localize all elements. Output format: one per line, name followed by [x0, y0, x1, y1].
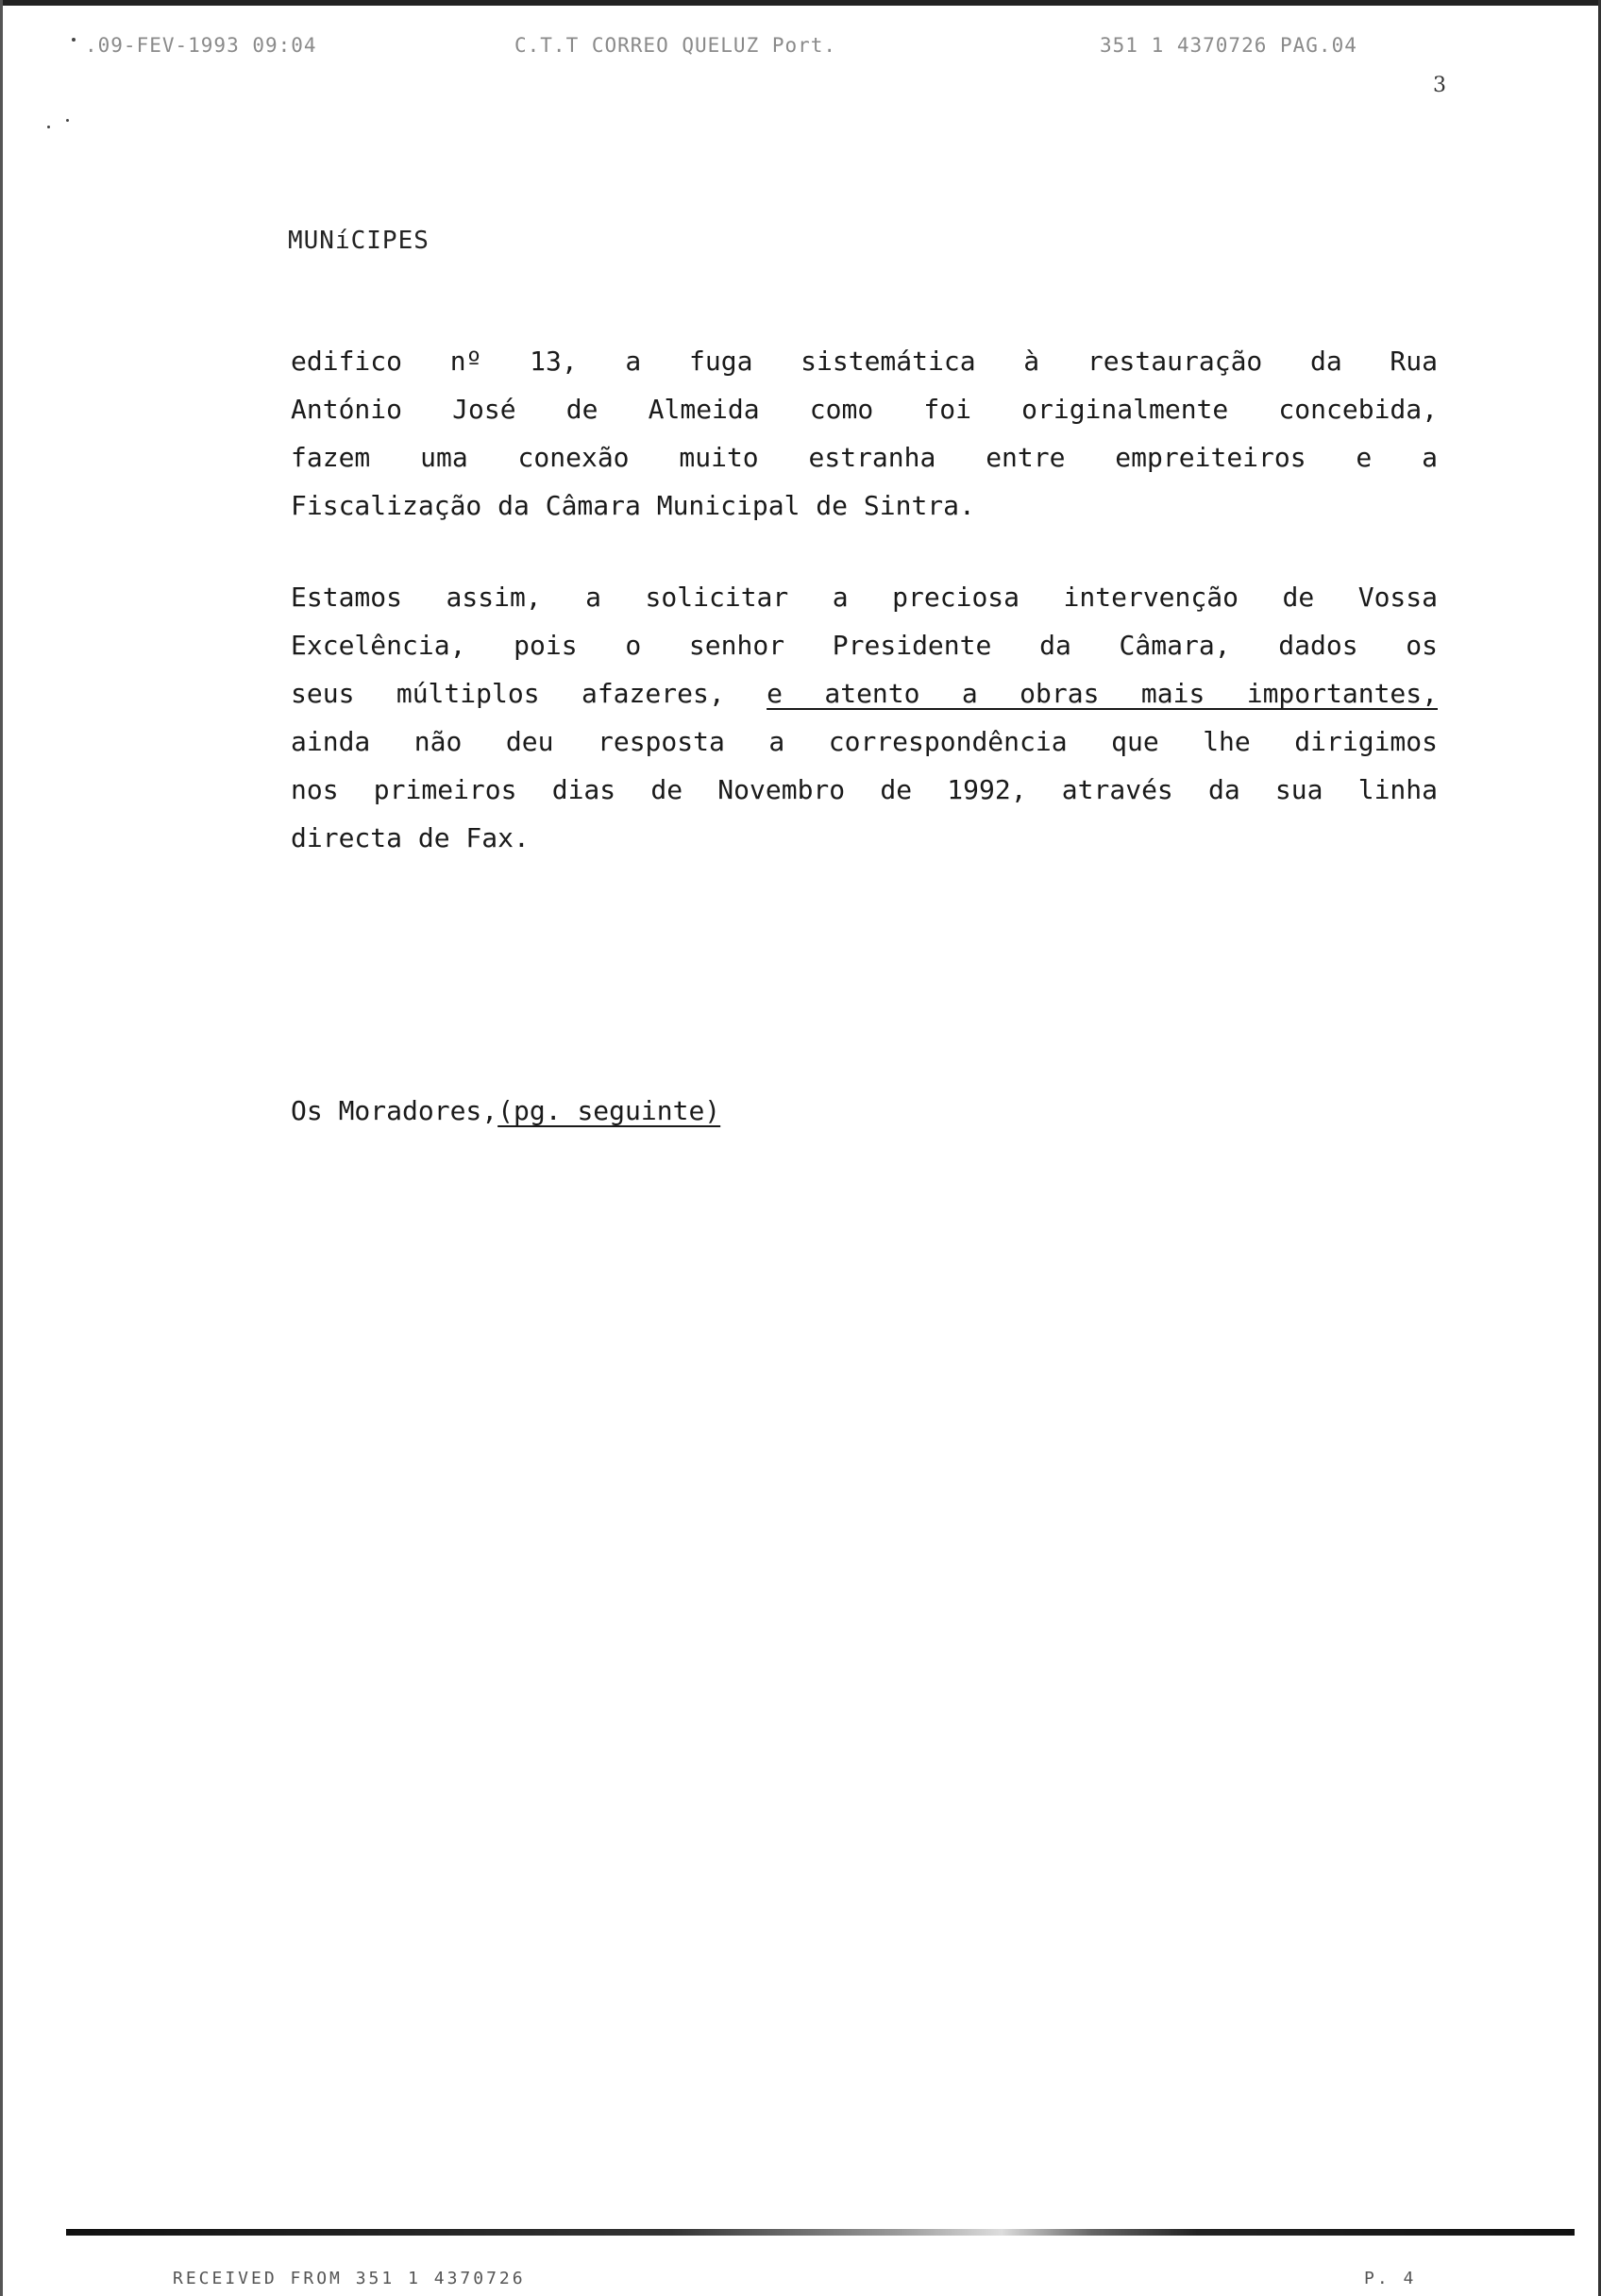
scan-speck	[47, 126, 50, 128]
signature-text: Os Moradores,	[291, 1095, 498, 1126]
fax-bottom-rule	[66, 2229, 1575, 2236]
fax-number-page: 351 1 4370726 PAG.04	[1100, 34, 1357, 57]
paragraph-line: edifico nº 13, a fuga sistemática à restauração da Rua	[291, 346, 1438, 377]
paragraph-line: Fiscalização da Câmara Municipal de Sintra.	[291, 490, 975, 521]
paragraph-line: Estamos assim, a solicitar a preciosa intervenção de Vossa	[291, 582, 1438, 613]
paragraph-line: Excelência, pois o senhor Presidente da Câmara, dados os	[291, 630, 1438, 661]
scan-speck	[72, 38, 76, 42]
fax-date-time: .09-FEV-1993 09:04	[85, 34, 317, 57]
paragraph-line: António José de Almeida como foi originalmente concebida,	[291, 394, 1438, 425]
underlined-phrase: e atento a obras mais importantes,	[767, 678, 1438, 709]
paragraph-line: directa de Fax.	[291, 822, 530, 853]
handwritten-page-number: 3	[1433, 74, 1446, 97]
paragraph-1	[291, 337, 1438, 530]
paragraph-line	[291, 669, 1438, 718]
scan-speck	[66, 119, 69, 122]
letter-heading: MUNíCIPES	[288, 227, 430, 255]
signature-line	[291, 1095, 720, 1126]
fax-top-edge	[0, 0, 1601, 6]
paragraph-2	[291, 573, 1438, 862]
signature-note: (pg. seguinte)	[497, 1095, 721, 1126]
fax-received-footer: RECEIVED FROM 351 1 4370726	[173, 2269, 526, 2288]
fax-transmission-header	[85, 34, 1425, 62]
fax-sender: C.T.T CORREO QUELUZ Port.	[514, 34, 837, 57]
fax-page-number: P. 4	[1364, 2269, 1417, 2288]
paragraph-line: ainda não deu resposta a correspondência que lhe dirigimos	[291, 726, 1438, 757]
paragraph-line: fazem uma conexão muito estranha entre empreiteiros e a	[291, 442, 1438, 473]
fax-left-edge	[0, 0, 3, 2296]
paragraph-line: nos primeiros dias de Novembro de 1992, através da sua linha	[291, 774, 1438, 805]
line-text: seus múltiplos afazeres,	[291, 678, 767, 709]
